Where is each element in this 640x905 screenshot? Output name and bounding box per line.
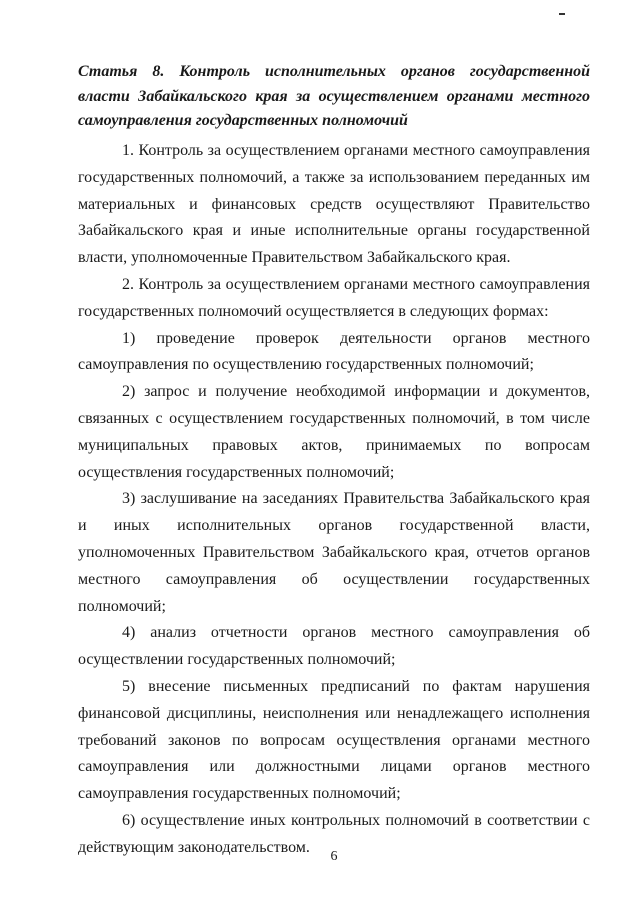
list-item-5: 5) внесение письменных предписаний по фактам нарушения финансовой дисциплины, неисполнения или ненадлежащего исполнения требований законов по вопросам осуществления органами местного самоуправления или должностными лицами органов местного самоуправления государственных полномочий; xyxy=(78,677,590,803)
paragraph-2: 2. Контроль за осуществлением органами местного самоуправления государственных полномочий осуществляется в следующих формах: xyxy=(78,275,590,320)
scan-mark xyxy=(559,13,565,15)
list-item-4: 4) анализ отчетности органов местного самоуправления об осуществлении государственных полномочий; xyxy=(78,624,590,669)
paragraph-1: 1. Контроль за осуществлением органами местного самоуправления государственных полномочий, а также за использованием переданных им материальных и финансовых средств осуществляют Правительство Забайкальского края и иные исполнительные органы государственной власти, уполномоченные Правительством Забайкальского края. xyxy=(78,142,590,267)
article-heading xyxy=(78,60,590,134)
list-item-3: 3) заслушивание на заседаниях Правительства Забайкальского края и иных исполнительных органов государственной власти, уполномоченных Правительством Забайкальского края, отчетов органов местного самоуправления об осуществлении государственных полномочий; xyxy=(78,490,590,615)
list-item-1: 1) проведение проверок деятельности органов местного самоуправления по осуществлению государственных полномочий; xyxy=(78,329,590,374)
list-item-2: 2) запрос и получение необходимой информации и документов, связанных с осуществлением государственных полномочий, в том числе муниципальных правовых актов, принимаемых по вопросам осуществления государственных полномочий; xyxy=(78,383,590,481)
article-label: Статья 8. xyxy=(78,63,165,80)
document-page xyxy=(78,0,590,905)
page-number: 6 xyxy=(330,849,338,864)
list-item-6: 6) осуществление иных контрольных полномочий в соответствии с действующим законодательством. xyxy=(78,811,590,856)
article-title: Контроль исполнительных органов государственной власти Забайкальского края за осуществлением органами местного самоуправления государственных полномочий xyxy=(78,63,590,129)
article-body xyxy=(78,138,590,862)
